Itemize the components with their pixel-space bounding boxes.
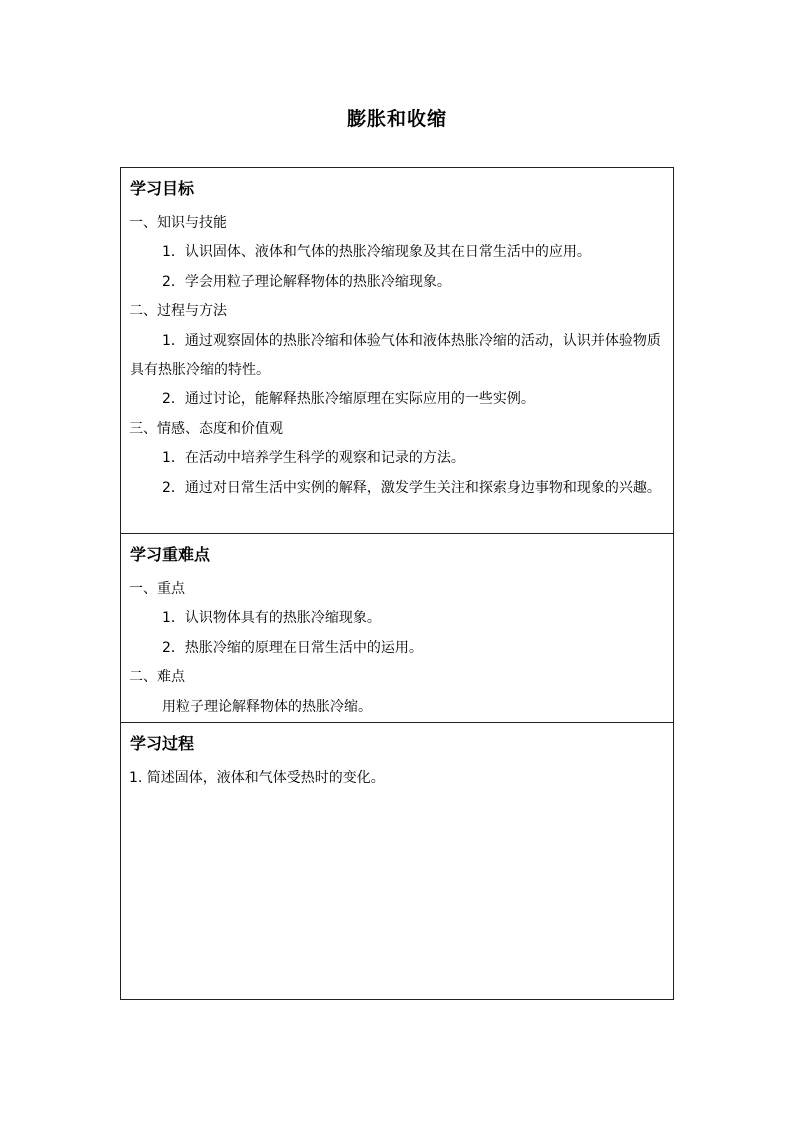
list-item: 1．认识固体、液体和气体的热胀冷缩现象及其在日常生活中的应用。	[162, 244, 591, 261]
process-item: 1. 简述固体，液体和气体受热时的变化。	[129, 770, 385, 786]
list-item: 2．通过对日常生活中实例的解释，激发学生关注和探索身边事物和现象的兴趣。	[162, 479, 661, 496]
lesson-table	[120, 167, 674, 1000]
subheading-process-methods: 二、过程与方法	[129, 303, 227, 320]
subheading-difficulty: 二、难点	[129, 669, 185, 686]
section-key-points	[121, 534, 673, 723]
subheading-focus: 一、重点	[129, 581, 185, 597]
page-title: 膨胀和收缩	[346, 108, 447, 130]
list-item: 1．认识物体具有的热胀冷缩现象。	[162, 610, 381, 627]
subheading-knowledge-skills: 一、知识与技能	[129, 215, 227, 231]
list-item: 1．通过观察固体的热胀冷缩和体验气体和液体热胀冷缩的活动，认识并体验物质具有热胀冷缩的特性。	[130, 332, 661, 379]
difficulty-text: 用粒子理论解释物体的热胀冷缩。	[162, 698, 372, 715]
list-item: 1．在活动中培养学生科学的观察和记录的方法。	[162, 450, 465, 467]
list-item: 2．通过讨论，能解释热胀冷缩原理在实际应用的一些实例。	[162, 391, 535, 408]
subheading-attitudes-values: 三、情感、态度和价值观	[129, 420, 283, 437]
list-item: 2．学会用粒子理论解释物体的热胀冷缩现象。	[162, 273, 451, 290]
section-heading-key-points: 学习重难点	[130, 545, 211, 564]
list-item: 2．热胀冷缩的原理在日常生活中的运用。	[162, 639, 423, 656]
section-process	[121, 723, 673, 999]
section-heading-process: 学习过程	[130, 734, 195, 753]
section-objectives	[121, 168, 673, 534]
section-heading-objectives: 学习目标	[130, 179, 195, 198]
